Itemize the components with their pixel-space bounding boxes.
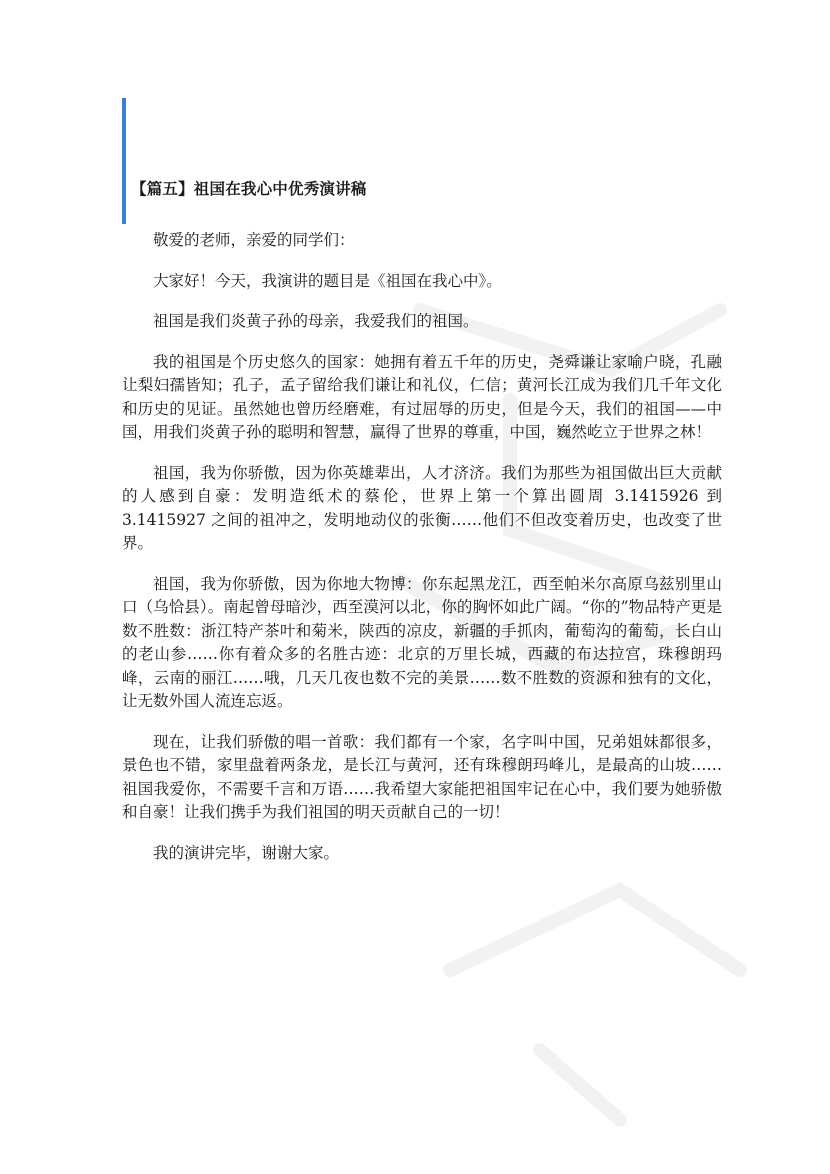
paragraph-heroes: 祖国，我为你骄傲，因为你英雄辈出，人才济济。我们为那些为祖国做出巨大贡献的人感到自豪：发明造纸术的蔡伦，世界上第一个算出圆周 3.1415926 到 3.1415927 之间的祖冲之，发明地动仪的张衡……他们不但改变着历史，也改变了世界。	[122, 463, 722, 552]
paragraph-intro: 祖国是我们炎黄子孙的母亲，我爱我们的祖国。	[153, 312, 479, 330]
paragraph-closing: 我的演讲完毕，谢谢大家。	[153, 843, 340, 862]
paragraph-song: 现在，让我们骄傲的唱一首歌：我们都有一个家，名字叫中国，兄弟姐妹都很多，景色也不错，家里盘着两条龙，是长江与黄河，还有珠穆朗玛峰儿，是最高的山坡……祖国我爱你，不需要千言和万语……我希望大家能把祖国牢记在心中，我们要为她骄傲和自豪！让我们携手为我们祖国的明天贡献自己的一切！	[122, 732, 722, 821]
paragraph-land: 祖国，我为你骄傲，因为你地大物博：你东起黑龙江，西至帕米尔高原乌兹别里山口（乌恰县）。南起曾母暗沙，西至漠河以北，你的胸怀如此广阔。“你的”物品特产更是数不胜数：浙江特产茶叶和菊米，陕西的凉皮，新疆的手抓肉，葡萄沟的葡萄，长白山的老山参……你有着众多的名胜古迹：北京的万里长城，西藏的布达拉宫，珠穆朗玛峰，云南的丽江……哦，几天几夜也数不完的美景……数不胜数的资源和独有的文化，让无数外国人流连忘返。	[122, 574, 722, 710]
document-title: 【篇五】祖国在我心中优秀演讲稿	[131, 180, 367, 198]
speech-body	[122, 229, 722, 882]
title-accent-bar	[122, 98, 126, 224]
paragraph-greeting: 大家好！今天，我演讲的题目是《祖国在我心中》。	[153, 271, 502, 290]
paragraph-salutation: 敬爱的老师，亲爱的同学们：	[153, 231, 355, 249]
paragraph-history: 我的祖国是个历史悠久的国家：她拥有着五千年的历史，尧舜谦让家喻户晓，孔融让梨妇孺皆知；孔子，孟子留给我们谦让和礼仪，仁信；黄河长江成为我们几千年文化和历史的见证。虽然她也曾历经磨难，有过屈辱的历史，但是今天，我们的祖国——中国，用我们炎黄子孙的聪明和智慧，赢得了世界的尊重，中国，巍然屹立于世界之林！	[122, 352, 722, 441]
